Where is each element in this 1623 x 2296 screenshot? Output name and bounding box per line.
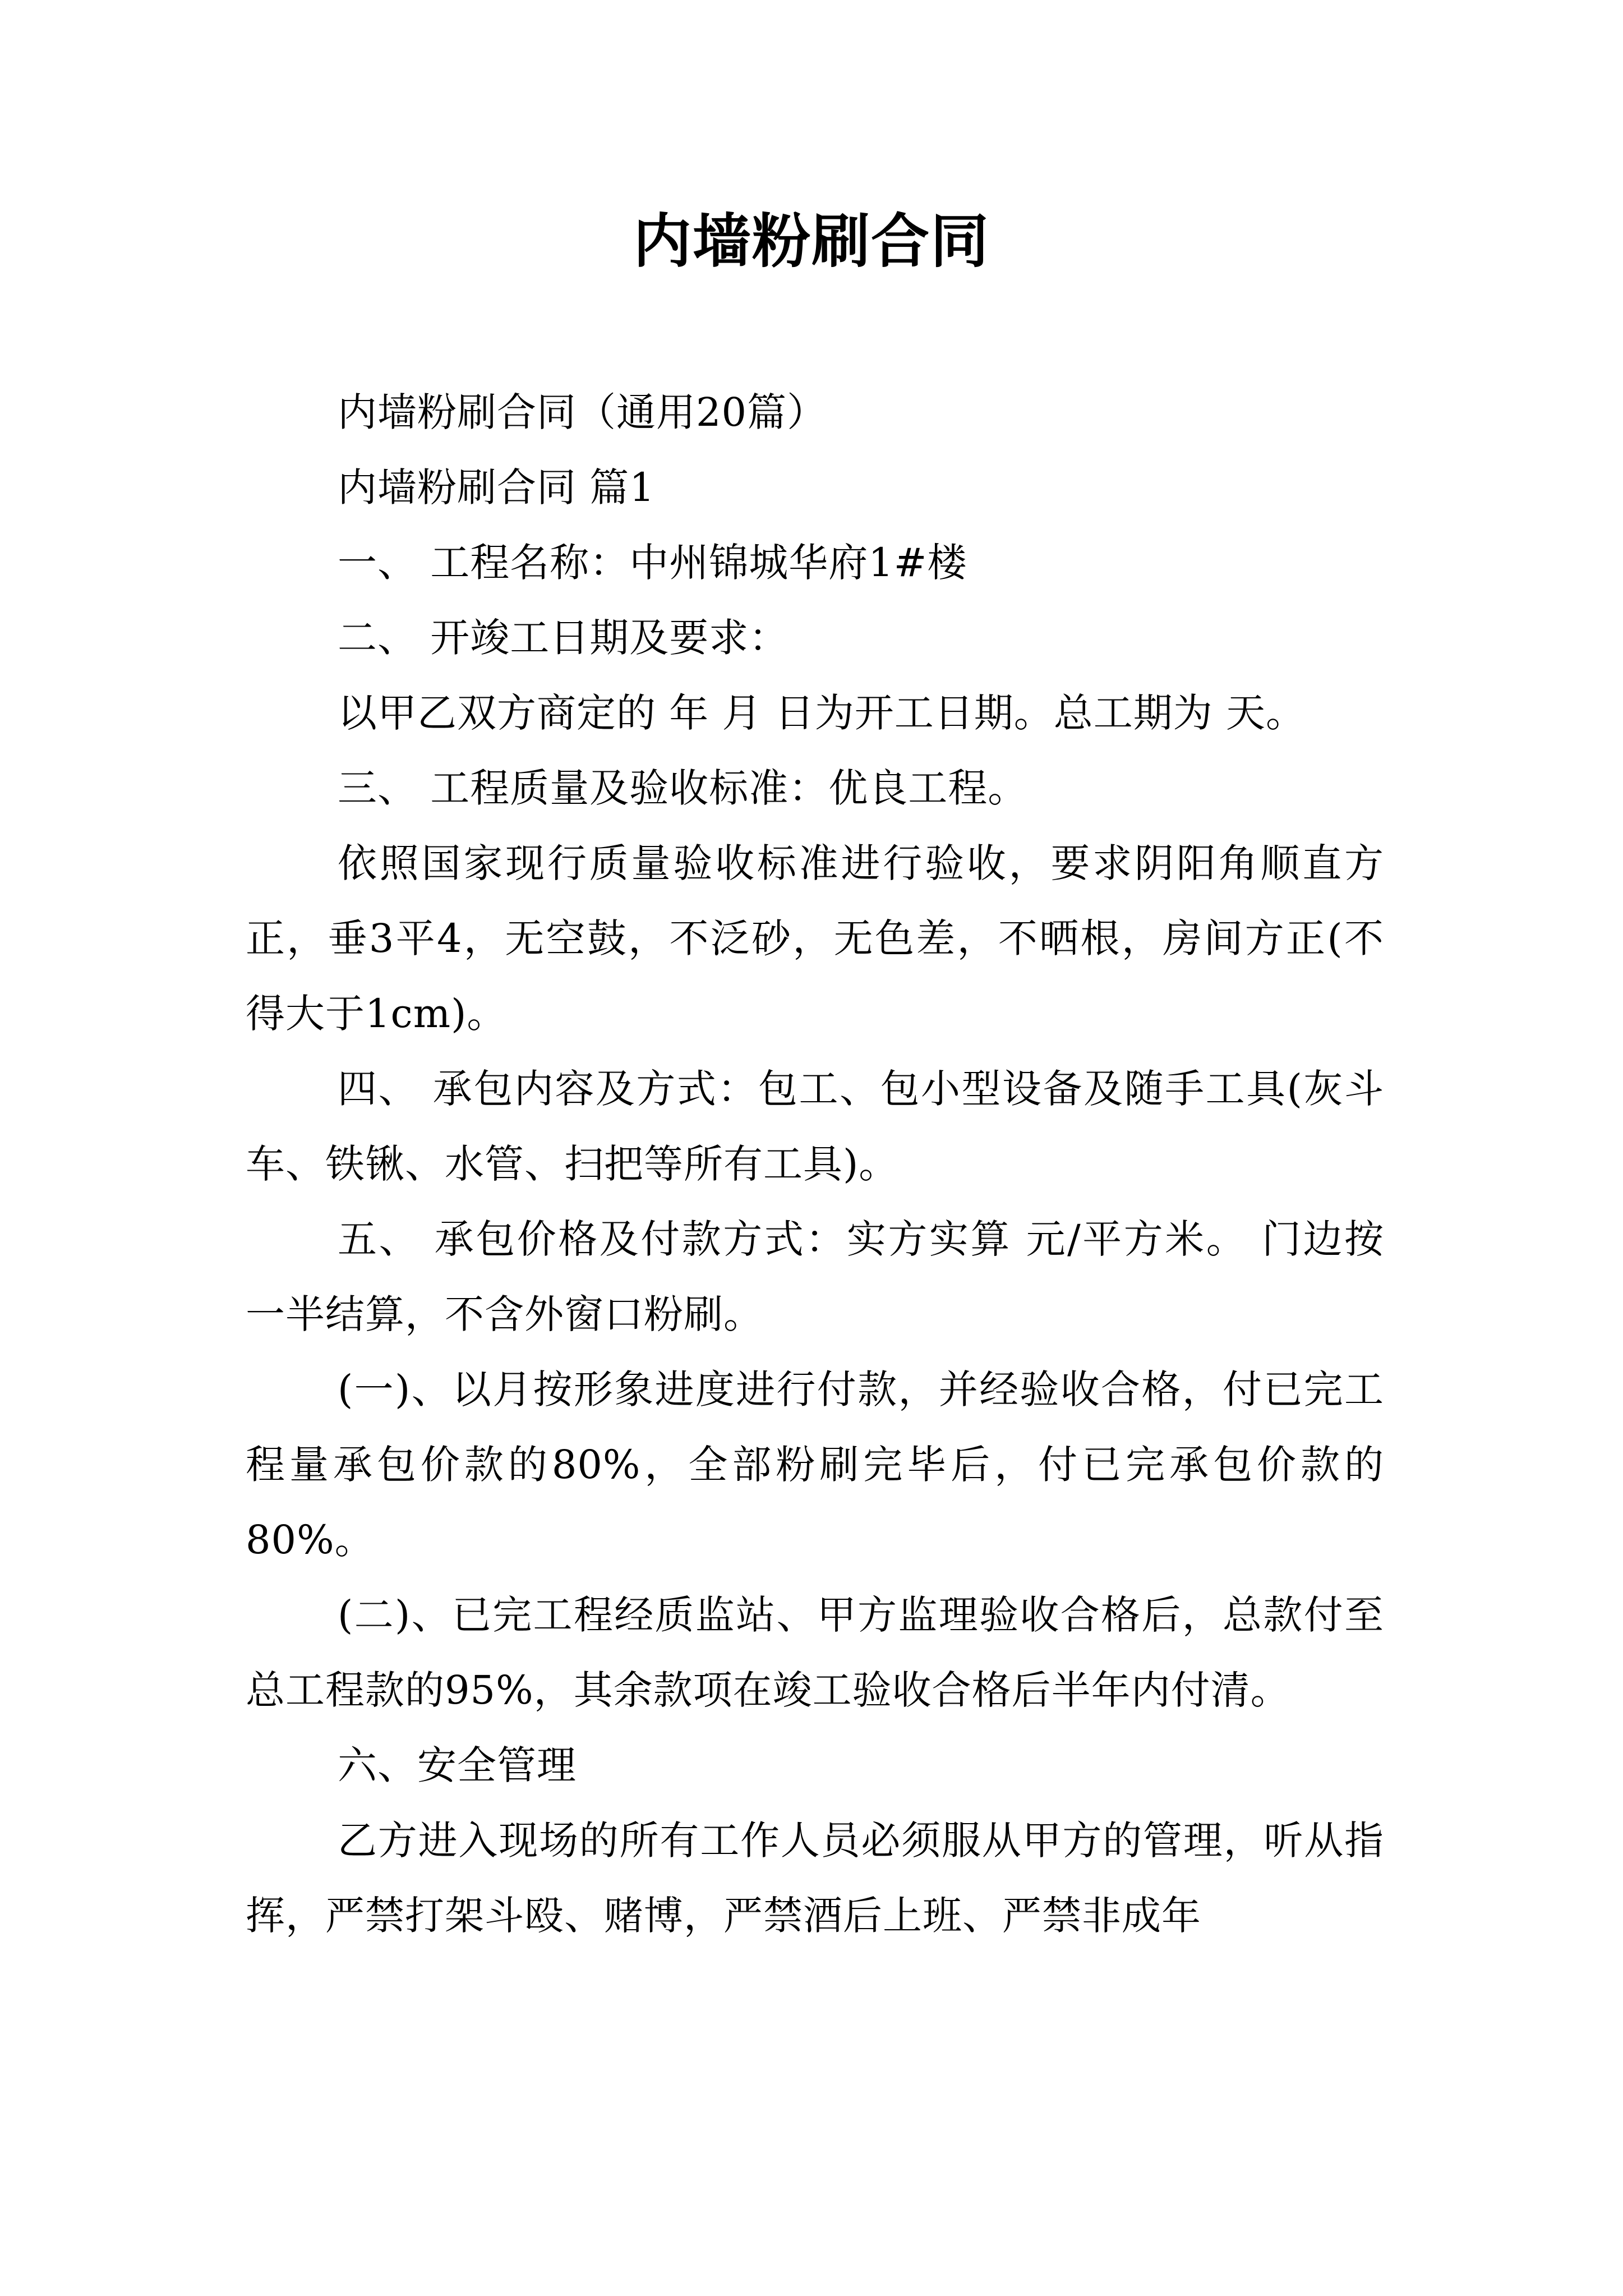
paragraph-price: 五、 承包价格及付款方式：实方实算 元/平方米。 门边按一半结算，不含外窗口粉刷。 (246, 1216, 1384, 1337)
paragraph-safety-detail: 乙方进入现场的所有工作人员必须服从甲方的管理，听从指挥，严禁打架斗殴、赌博，严禁酒后上班、严禁非成年 (246, 1818, 1384, 1939)
paragraph-schedule-heading: 二、 开竣工日期及要求： (338, 615, 789, 661)
paragraph-safety-heading: 六、安全管理 (338, 1742, 577, 1788)
paragraph-schedule-detail: 以甲乙双方商定的 年 月 日为开工日期。总工期为 天。 (338, 690, 1306, 736)
paragraph-quality-heading: 三、 工程质量及验收标准：优良工程。 (338, 765, 1028, 811)
paragraph-quality-detail: 依照国家现行质量验收标准进行验收，要求阴阳角顺直方正，垂3平4，无空鼓，不泛砂，无色差，不晒根，房间方正(不得大于1cm)。 (246, 840, 1384, 1037)
document-title: 内墙粉刷合同 (633, 206, 990, 275)
paragraph-payment-1: (一)、以月按形象进度进行付款，并经验收合格，付已完工程量承包价款的80%，全部粉刷完毕后，付已完承包价款的80%。 (246, 1366, 1384, 1563)
document-body (246, 375, 1384, 1953)
paragraph-scope: 四、 承包内容及方式：包工、包小型设备及随手工具(灰斗车、铁锹、水管、扫把等所有工具)。 (246, 1066, 1384, 1187)
paragraph-project-name: 一、 工程名称：中州锦城华府1#楼 (338, 540, 967, 586)
paragraph-subtitle: 内墙粉刷合同（通用20篇） (338, 389, 827, 435)
paragraph-section-heading: 内墙粉刷合同 篇1 (338, 464, 655, 510)
paragraph-payment-2: (二)、已完工程经质监站、甲方监理验收合格后，总款付至总工程款的95%，其余款项在竣工验收合格后半年内付清。 (246, 1592, 1384, 1713)
